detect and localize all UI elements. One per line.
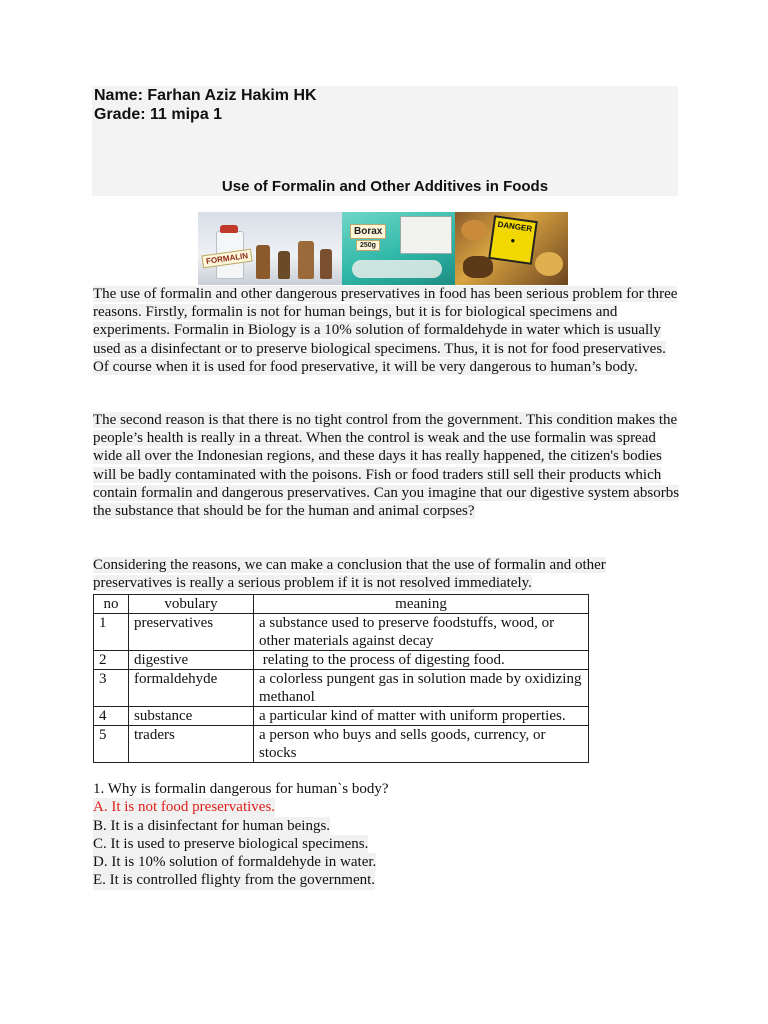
borax-label: Borax	[350, 224, 386, 239]
row-meaning: a particular kind of matter with uniform properties.	[254, 707, 589, 726]
table-row	[94, 707, 589, 726]
document-title: Use of Formalin and Other Additives in Foods	[221, 178, 549, 195]
header-meaning: meaning	[254, 595, 589, 614]
bottle-icon	[256, 245, 270, 279]
bottle-icon	[298, 241, 314, 279]
food-item-icon	[461, 220, 487, 240]
row-word: traders	[129, 726, 254, 763]
table-header-row	[94, 595, 589, 614]
row-word: preservatives	[129, 614, 254, 651]
row-word: formaldehyde	[129, 670, 254, 707]
row-no: 3	[94, 670, 129, 707]
paragraph-3	[93, 556, 683, 592]
danger-label: DANGER	[497, 219, 533, 234]
table-row	[94, 726, 589, 763]
table-row	[94, 670, 589, 707]
header-no: no	[94, 595, 129, 614]
additives-image-strip	[198, 212, 568, 285]
bottle-icon	[278, 251, 290, 279]
quiz-section	[93, 780, 389, 890]
danger-sign-icon	[488, 215, 538, 265]
quiz-option-c: C. It is used to preserve biological specimens.	[93, 835, 369, 852]
quiz-option-a: A. It is not food preservatives.	[93, 799, 276, 816]
quiz-question: 1. Why is formalin dangerous for human`s body?	[93, 781, 389, 797]
borax-package-image	[342, 212, 455, 285]
row-no: 4	[94, 707, 129, 726]
formalin-bottles-image	[198, 212, 342, 285]
paragraph-1	[93, 285, 683, 376]
bottle-cap-icon	[220, 225, 238, 233]
paragraph-2-text: The second reason is that there is no tight control from the government. This condition makes the people’s health is really in a threat. When the control is weak and the use formalin was spread wide all over the Indonesian regions, and these days it has really happened, the citizen's bodies will be badly contaminated with the poisons. Fish or food traders still sell their products which contain formalin and dangerous preservatives. Can you imagine that our digestive system absorbs the substance that should be for the human and animal corpses?	[93, 412, 680, 520]
formalin-label: FORMALIN	[201, 249, 253, 269]
row-meaning: a person who buys and sells goods, currency, or stocks	[254, 726, 589, 763]
quiz-option-b: B. It is a disinfectant for human beings.	[93, 817, 331, 834]
quiz-option-e: E. It is controlled flighty from the government.	[93, 872, 376, 889]
row-word: substance	[129, 707, 254, 726]
row-meaning: a colorless pungent gas in solution made by oxidizing methanol	[254, 670, 589, 707]
bottle-icon	[320, 249, 332, 279]
student-name: Name: Farhan Aziz Hakim HK	[94, 87, 317, 104]
food-item-icon	[535, 252, 563, 276]
borax-weight: 250g	[356, 240, 380, 251]
dangerous-food-image	[455, 212, 568, 285]
row-word: digestive	[129, 651, 254, 670]
row-meaning: a substance used to preserve foodstuffs, wood, or other materials against decay	[254, 614, 589, 651]
food-item-icon	[463, 256, 493, 278]
vocabulary-table	[93, 594, 589, 763]
paragraph-2	[93, 411, 683, 520]
package-icon	[400, 216, 452, 254]
paragraph-1-text: The use of formalin and other dangerous preservatives in food has been serious problem for three reasons. Firstly, formalin is not for human beings, but it is for biological specimens and experiments. Formalin in Biology is a 10% solution of formaldehyde in water which is usually used as a disinfectant or to preserve biological specimens. Thus, it is not for food preservatives. Of course when it is used for food preservative, it will be very dangerous to human’s body.	[93, 286, 678, 375]
bee-icon: ●	[509, 235, 516, 246]
row-meaning: relating to the process of digesting food.	[254, 651, 589, 670]
student-grade: Grade: 11 mipa 1	[94, 106, 223, 123]
table-row	[94, 651, 589, 670]
header-vocabulary: vobulary	[129, 595, 254, 614]
row-no: 2	[94, 651, 129, 670]
pills-icon	[352, 260, 442, 278]
row-no: 1	[94, 614, 129, 651]
row-no: 5	[94, 726, 129, 763]
quiz-option-d: D. It is 10% solution of formaldehyde in water.	[93, 854, 377, 871]
paragraph-3-text: Considering the reasons, we can make a conclusion that the use of formalin and other preservatives is really a serious problem if it is not resolved immediately.	[93, 557, 606, 592]
table-row	[94, 614, 589, 651]
